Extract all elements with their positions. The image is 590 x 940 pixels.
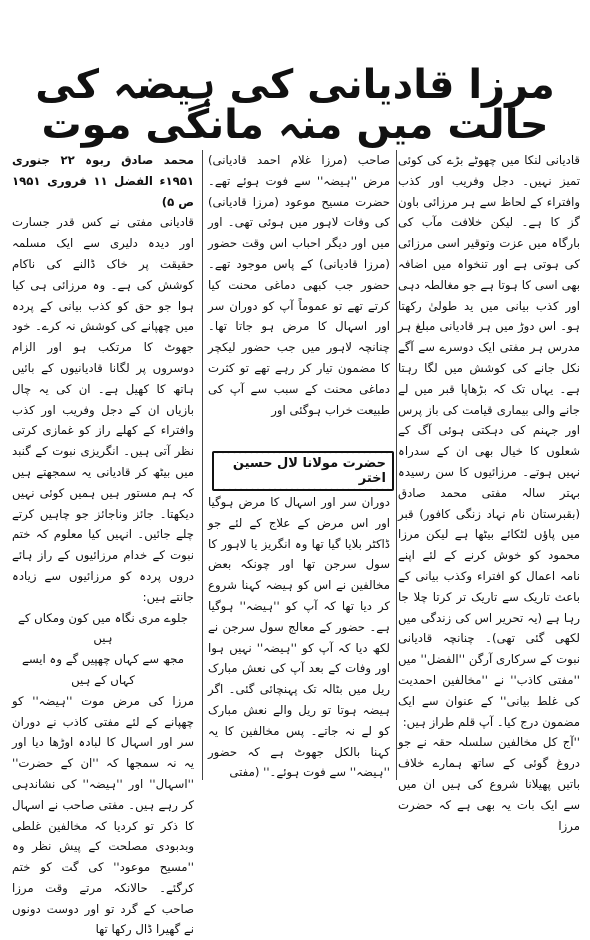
- column-left-body: قادیانی مفتی نے کس قدر جسارت اور دیدہ دلیری سے ایک مسلمہ حقیقت پر خاک ڈالنے کی ناکام کوشش کی ہے۔ وہ مرزائی ہی کیا ہوا جو حق کو کذب بیانی کے پردہ میں چھپانے کی کوشش نہ کرے۔ خود جھوٹ کا مرتکب ہو اور الزام دوسروں پر لگانا قادیانیوں کے بائیں ہاتھ کا کھیل ہے۔ ان کی یہ چال بازیاں ان کے دجل وفریب اور کذب وافتراء کے کھلے راز کو غمازی کرتی نظر آتی ہیں۔ انگریزی نبوت کے گنبد میں بیٹھ کر قادیانی یہ سمجھتے ہیں کہ ہم مستور ہیں ہمیں کوئی نہیں دیکھتا۔ جائز وناجائز جو چاہیں کرتے چلے جائیں۔ انہیں کیا معلوم کہ ختم نبوت کے خدام مرزائیوں کے راز ہائے دروں پردہ کو مرزائیوں سے زیادہ جانتے ہیں:: [12, 215, 194, 604]
- column-right: [398, 150, 580, 833]
- column-right-quote: ''آج کل مخالفین سلسلہ حقہ نے جو دروغ گوئی کے ساتھ ہمارے خلاف باتیں پھیلانا شروع کی ہیں ان میں سے ایک بات یہ بھی ہے کہ حضرت مرزا: [398, 735, 580, 833]
- column-middle-top: صاحب (مرزا غلام احمد قادیانی) مرض ''ہیضہ'' سے فوت ہوئے تھے۔ حضرت مسیح موعود (مرزا قادیانی) کی وفات لاہور میں ہوئی تھی۔ اور میں اور دیگر احباب اس وقت حضور (مرزا قادیانی) کے پاس موجود تھے۔ حضور جب کبھی دماغی محنت کیا کرتے تھے تو عموماً آپ کو دوران سر اور اسہال کا مرض ہو جاتا تھا۔ چنانچہ لاہور میں جب حضور لیکچر کا مضمون تیار کر رہے تھے تو کثرت دماغی محنت کے سبب سے آپ کی طبیعت خراب ہوگئی اور: [208, 153, 390, 417]
- citation: محمد صادق ربوہ ۲۲ جنوری ۱۹۵۱ء الفضل ۱۱ فروری ۱۹۵۱ ص ۵): [12, 153, 194, 209]
- column-left-tail: مرزا کی مرض موت ''ہیضہ'' کو چھپانے کے لئے مفتی کاذب نے دوران سر اور اسہال کا لبادہ اوڑھا دیا اور یہ نہ سمجھا کہ ''ان کے حضرت'' ''اسہال'' اور ''ہیضہ'' کی نشاندہی کر رہے ہیں۔ مفتی صاحب نے اسہال کا ذکر تو کردیا کہ مخالفین غلطی وبدبودی مصلحت کے پیش نظر وہ ''مسیح موعود'' کی گت کو ختم کرگئے۔ حالانکہ مرتے وقت مرزا صاحب کے گرد تو اور دوست دونوں نے گھیرا ڈال رکھا تھا: [12, 693, 194, 937]
- headline: مرزا قادیانی کی ہیضہ کی حالت میں منہ مانگی موت: [35, 62, 555, 148]
- column-divider-left: [202, 150, 203, 780]
- author-byline-box: [212, 451, 394, 491]
- column-divider-right: [396, 150, 397, 780]
- verse-line-2: مجھ سے کہاں چھپیں گے وہ ایسے کہاں کے ہیں: [22, 652, 184, 687]
- column-right-body: قادیانی لنکا میں چھوٹے بڑے کی کوئی تمیز نہیں۔ دجل وفریب اور کذب وافتراء کے لحاظ سے ہر مرزائی باون گز کا ہے۔ لیکن خلافت مآب کی بارگاہ میں عزت وتوقیر اسی مرزائی کی ہوتی ہے اور تنخواہ میں اضافہ بھی اسی کا ہوتا ہے جو مغالطہ دہی اور کذب بیانی میں ید طولیٰ رکھتا ہو۔ اس دوڑ میں ہر قادیانی مبلغ ہر مدرس ہر مفتی ایک دوسرے سے آگے نکل جانے کی کوشش میں لگا رہتا ہے۔ یہاں تک کہ بڑھاپا قبر میں لے جانے والی بیماری قیامت کی باز پرس اور جہنم کی دہکتی ہوئی آگ کے شعلوں کا خیال بھی ان کے سدراہ نہیں ہوتے۔ مرزائیوں کا سن رسیدہ بہتر سالہ مفتی محمد صادق (بقبرستان نام نہاد زنگی کافور) قبر میں پاؤں لٹکائے بیٹھا ہے لیکن مرزا محمود کو خوش کرنے کے لئے اپنے نامہ اعمال کو افتراء وکذب بیانی کے باعث تاریک سے تاریک تر کرتا چلا جا رہا ہے (یہ تحریر اس کی زندگی میں لکھی گئی تھی)۔ چنانچہ قادیانی نبوت کے سرکاری آرگن ''الفضل'' میں ''مفتی کاذب'' نے ''مخالفین احمدیت کی غلط بیانی'' کے عنوان سے ایک مضمون درج کیا۔ آپ قلم طراز ہیں:: [398, 153, 580, 729]
- verse-line-1: جلوے مری نگاہ میں کون ومکاں کے ہیں: [17, 610, 189, 646]
- column-middle-bottom: دوران سر اور اسہال کا مرض ہوگیا اور اس مرض کے علاج کے لئے جو ڈاکٹر بلایا گیا تھا وہ انگریز یا لاہور کا سول سرجن تھا اور چونکہ بعض مخالفین نے اس کو ہیضہ کہنا شروع کر دیا تھا کہ آپ کو ''ہیضہ'' ہوگیا ہے۔ حضور کے معالج سول سرجن نے لکھ دیا کہ آپ کو ''ہیضہ'' نہیں ہوا اور وفات کے بعد آپ کی نعش مبارک ریل میں بٹالہ تک پہنچائی گئی۔ اگر ہیضہ ہوتا تو ریل والے نعش مبارک کو لے نہ جاتے۔ پس مخالفین کا یہ کہنا بالکل جھوٹ ہے کہ حضور ''ہیضہ'' سے فوت ہوئے۔'' (مفتی: [208, 495, 390, 780]
- column-left: [12, 150, 194, 937]
- author-byline: حضرت مولانا لال حسین اختر: [214, 454, 392, 488]
